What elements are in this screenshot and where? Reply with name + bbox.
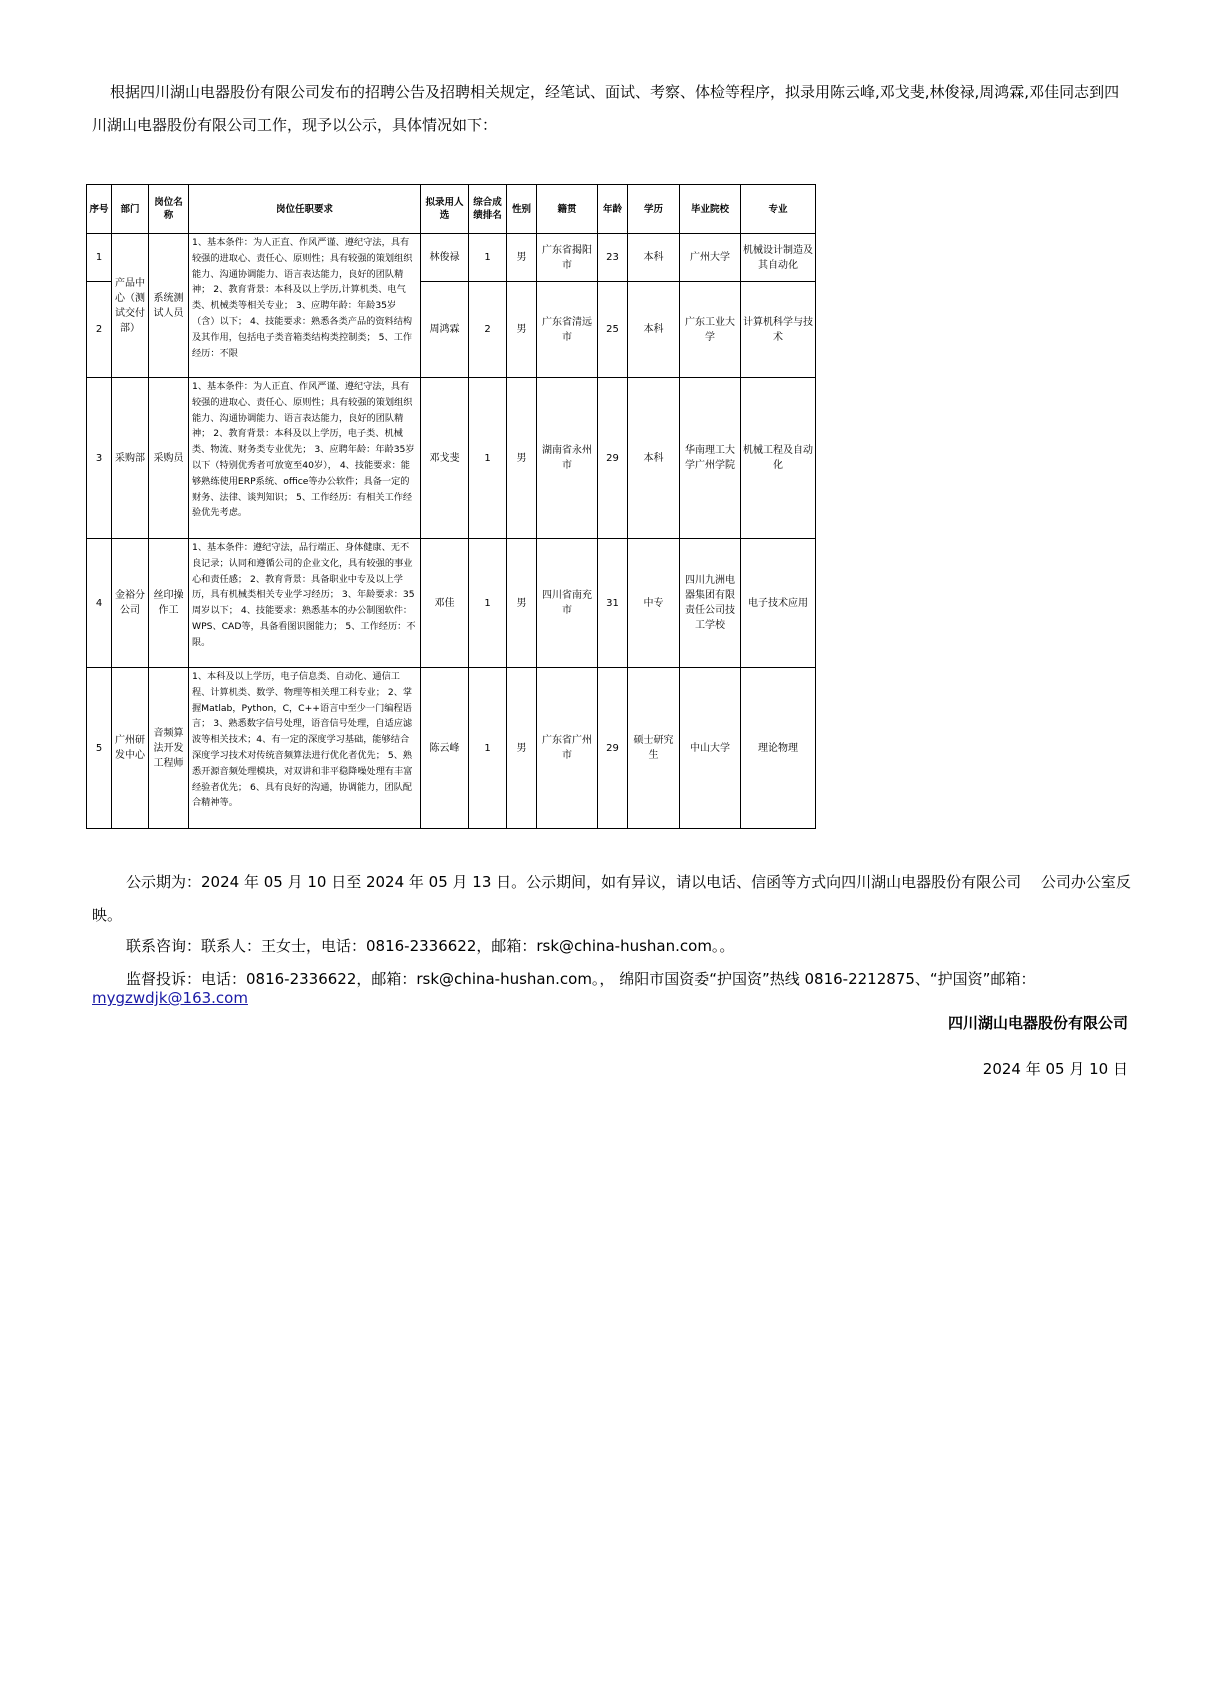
cell-origin: 湖南省永州市 (537, 378, 598, 539)
cell-education: 本科 (628, 234, 680, 282)
cell-department: 产品中心（测试交付部） (112, 234, 149, 378)
col-header-major: 专业 (741, 185, 816, 234)
cell-candidate: 周鸿霖 (421, 282, 469, 378)
cell-school: 四川九洲电器集团有限责任公司技工学校 (680, 539, 741, 668)
col-header-gender: 性别 (507, 185, 537, 234)
cell-position: 系统测试人员 (149, 234, 189, 378)
cell-rank: 1 (469, 539, 507, 668)
table-header-row (87, 185, 816, 234)
cell-origin: 广东省广州市 (537, 668, 598, 829)
cell-education: 本科 (628, 282, 680, 378)
col-header-age: 年龄 (598, 185, 628, 234)
cell-department: 采购部 (112, 378, 149, 539)
cell-school: 广东工业大学 (680, 282, 741, 378)
cell-no: 1 (87, 234, 112, 282)
cell-department: 金裕分公司 (112, 539, 149, 668)
cell-requirement: 1、基本条件：遵纪守法，品行端正、身体健康、无不良记录；认同和遵循公司的企业文化，具有较强的事业心和责任感； 2、教育背景：具备职业中专及以上学历，具有机械类相关专业学习经历； 3、年龄要求：35周岁以下； 4、技能要求：熟悉基本的办公制图软件：WPS、CAD等，具备看图识图能力； 5、工作经历：不限。 (189, 539, 421, 668)
cell-position: 音频算法开发工程师 (149, 668, 189, 829)
col-header-education: 学历 (628, 185, 680, 234)
cell-age: 31 (598, 539, 628, 668)
cell-rank: 1 (469, 668, 507, 829)
cell-education: 中专 (628, 539, 680, 668)
cell-origin: 广东省揭阳市 (537, 234, 598, 282)
cell-school: 华南理工大学广州学院 (680, 378, 741, 539)
cell-rank: 2 (469, 282, 507, 378)
table-row (87, 539, 816, 668)
table-row (87, 378, 816, 539)
cell-requirement: 1、基本条件：为人正直、作风严谨、遵纪守法，具有较强的进取心、责任心、原则性；具有较强的策划组织能力、沟通协调能力、语言表达能力，良好的团队精神； 2、教育背景：本科及以上学历,计算机类、电气类、机械类等相关专业； 3、应聘年龄：年龄35岁（含）以下； 4、技能要求：熟悉各类产品的资料结构及其作用，包括电子类音箱类结构类控制类； 5、工作经历：不限 (189, 234, 421, 378)
cell-position: 丝印操作工 (149, 539, 189, 668)
col-header-rank: 综合成绩排名 (469, 185, 507, 234)
date: 2024 年 05 月 10 日 (982, 1060, 1128, 1078)
col-header-origin: 籍贯 (537, 185, 598, 234)
cell-major: 机械工程及自动化 (741, 378, 816, 539)
cell-candidate: 陈云峰 (421, 668, 469, 829)
col-header-department: 部门 (112, 185, 149, 234)
cell-position: 采购员 (149, 378, 189, 539)
cell-major: 计算机科学与技术 (741, 282, 816, 378)
cell-requirement: 1、基本条件：为人正直、作风严谨、遵纪守法，具有较强的进取心、责任心、原则性；具有较强的策划组织能力、沟通协调能力、语言表达能力，良好的团队精神； 2、教育背景：本科及以上学历，电子类、机械类、物流、财务类专业优先； 3、应聘年龄：年龄35岁以下（特别优秀者可放宽至40岁）， 4、技能要求：能够熟练使用ERP系统、office等办公软件；具备一定的财务、法律、谈判知识； 5、工作经历：有相关工作经验优先考虑。 (189, 378, 421, 539)
table-row (87, 234, 816, 282)
cell-major: 机械设计制造及其自动化 (741, 234, 816, 282)
cell-age: 23 (598, 234, 628, 282)
cell-age: 25 (598, 282, 628, 378)
cell-rank: 1 (469, 378, 507, 539)
cell-rank: 1 (469, 234, 507, 282)
notice-paragraph: 公示期为：2024 年 05 月 10 日至 2024 年 05 月 13 日。公示期间，如有异议，请以电话、信函等方式向四川湖山电器股份有限公司 公司办公室反映。 (92, 873, 1131, 924)
signature: 四川湖山电器股份有限公司 (947, 1014, 1128, 1032)
intro-paragraph: 根据四川湖山电器股份有限公司发布的招聘公告及招聘相关规定，经笔试、面试、考察、体检等程序，拟录用陈云峰,邓戈斐,林俊禄,周鸿霖,邓佳同志到四川湖山电器股份有限公司工作，现予以公示，具体情况如下： (92, 83, 1120, 134)
cell-school: 中山大学 (680, 668, 741, 829)
cell-gender: 男 (507, 668, 537, 829)
cell-department: 广州研发中心 (112, 668, 149, 829)
col-header-no: 序号 (87, 185, 112, 234)
col-header-requirement: 岗位任职要求 (189, 185, 421, 234)
cell-origin: 广东省清远市 (537, 282, 598, 378)
cell-education: 本科 (628, 378, 680, 539)
cell-no: 5 (87, 668, 112, 829)
col-header-position: 岗位名称 (149, 185, 189, 234)
cell-no: 4 (87, 539, 112, 668)
cell-candidate: 林俊禄 (421, 234, 469, 282)
cell-gender: 男 (507, 539, 537, 668)
cell-requirement: 1、本科及以上学历，电子信息类、自动化、通信工程、计算机类、数学、物理等相关理工科专业； 2、掌握Matlab，Python，C，C++语言中至少一门编程语言； 3、熟悉数字信号处理，语音信号处理，自适应滤波等相关技术；4、有一定的深度学习基础，能够结合深度学习技术对传统音频算法进行优化者优先； 5、熟悉开源音频处理模块，对双讲和非平稳降噪处理有丰富经验者优先； 6、具有良好的沟通，协调能力，团队配合精神等。 (189, 668, 421, 829)
complaint-email-link[interactable]: mygzwdjk@163.com (92, 989, 248, 1007)
cell-candidate: 邓戈斐 (421, 378, 469, 539)
complaint-text: 监督投诉：电话：0816-2336622，邮箱：rsk@china-hushan.com。， 绵阳市国资委“护国资”热线 0816-2212875、“护国资”邮箱： (126, 970, 1036, 988)
recruitment-table (86, 184, 816, 829)
cell-gender: 男 (507, 234, 537, 282)
cell-no: 3 (87, 378, 112, 539)
cell-gender: 男 (507, 282, 537, 378)
cell-origin: 四川省南充市 (537, 539, 598, 668)
cell-age: 29 (598, 378, 628, 539)
col-header-candidate: 拟录用人选 (421, 185, 469, 234)
cell-candidate: 邓佳 (421, 539, 469, 668)
table-row (87, 668, 816, 829)
cell-gender: 男 (507, 378, 537, 539)
contact-paragraph: 联系咨询：联系人：王女士，电话：0816-2336622，邮箱：rsk@china-hushan.com。。 (126, 937, 735, 955)
cell-major: 电子技术应用 (741, 539, 816, 668)
cell-age: 29 (598, 668, 628, 829)
cell-school: 广州大学 (680, 234, 741, 282)
cell-no: 2 (87, 282, 112, 378)
col-header-school: 毕业院校 (680, 185, 741, 234)
cell-education: 硕士研究生 (628, 668, 680, 829)
cell-major: 理论物理 (741, 668, 816, 829)
complaint-paragraph (92, 968, 1132, 1007)
